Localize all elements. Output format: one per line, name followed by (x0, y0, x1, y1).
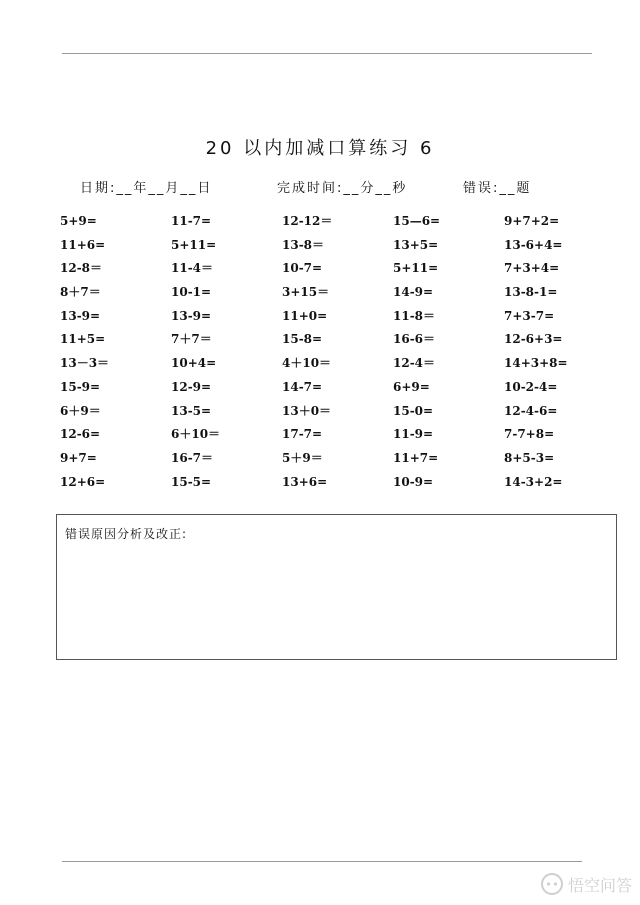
problem-cell: 15-5= (171, 474, 212, 489)
problem-cell: 12-8＝ (60, 261, 103, 276)
problem-cell: 13-8＝ (282, 237, 325, 252)
bottom-rule (62, 861, 582, 862)
problem-cell: 11+5= (60, 332, 106, 347)
problem-cell: 12-6+3= (504, 332, 563, 347)
problem-grid (60, 212, 620, 496)
problem-cell: 7+3+4= (504, 261, 560, 276)
problem-cell: 3+15＝ (282, 285, 330, 300)
problem-cell: 13-6+4= (504, 237, 563, 252)
problem-cell: 16-6＝ (393, 332, 436, 347)
page-title: 20 以内加减口算练习 6 (205, 138, 435, 159)
problem-cell: 11+0= (282, 308, 328, 323)
problem-cell: 6+9= (393, 379, 430, 394)
error-analysis-label: 错误原因分析及改正: (65, 527, 188, 541)
problem-cell: 13+6= (282, 474, 328, 489)
problem-cell: 9+7= (60, 450, 97, 465)
completion-time-field: 完成时间:__分__秒 (277, 181, 408, 196)
problem-cell: 15-9= (60, 379, 101, 394)
problem-cell: 11-4＝ (171, 261, 214, 276)
problem-cell: 10-1= (171, 285, 212, 300)
problem-cell: 12-9= (171, 379, 212, 394)
problem-cell: 15-8= (282, 332, 323, 347)
problem-cell: 15—6= (393, 214, 441, 228)
problem-cell: 11-8＝ (393, 308, 436, 323)
problem-cell: 12-12＝ (282, 214, 333, 228)
problem-cell: 10-2-4= (504, 379, 558, 394)
error-analysis-box (56, 514, 617, 660)
problem-cell: 12+6= (60, 474, 106, 489)
problem-cell: 6＋10＝ (171, 427, 221, 442)
problem-cell: 4＋10＝ (282, 356, 332, 371)
top-rule (62, 53, 592, 54)
problem-cell: 7＋7＝ (171, 332, 212, 347)
problem-cell: 12-6= (60, 427, 101, 442)
problem-cell: 13－3＝ (60, 356, 110, 371)
date-field: 日期:__年__月__日 (80, 181, 213, 196)
problem-cell: 10-7= (282, 261, 323, 276)
problem-cell: 13-9= (171, 308, 212, 323)
problem-cell: 5+9= (60, 214, 97, 228)
problem-cell: 12-4-6= (504, 403, 558, 418)
wukong-logo-icon (540, 872, 564, 896)
problem-cell: 14-7= (282, 379, 323, 394)
problem-cell: 10+4= (171, 356, 217, 371)
problem-cell: 11-7= (171, 214, 212, 228)
problem-cell: 13-9= (60, 308, 101, 323)
problem-cell: 13-5= (171, 403, 212, 418)
problem-cell: 16-7＝ (171, 450, 214, 465)
problem-cell: 5+11= (171, 237, 217, 252)
watermark-text: 悟空问答 (567, 875, 632, 895)
problem-cell: 7+3-7= (504, 308, 555, 323)
problem-cell: 15-0= (393, 403, 434, 418)
problem-cell: 12-4＝ (393, 356, 436, 371)
problem-cell: 14-9= (393, 285, 434, 300)
problem-cell: 11-9= (393, 427, 434, 442)
problem-cell: 6＋9＝ (60, 403, 101, 418)
problem-cell: 10-9= (393, 474, 434, 489)
error-count-field: 错误:__题 (463, 181, 532, 196)
problem-cell: 11+7= (393, 450, 439, 465)
problem-cell: 14+3+8= (504, 356, 568, 371)
problem-cell: 13-8-1= (504, 285, 558, 300)
problem-cell: 9+7+2= (504, 214, 560, 228)
problem-cell: 5+11= (393, 261, 439, 276)
problem-cell: 13＋0＝ (282, 403, 332, 418)
problem-cell: 7-7+8= (504, 427, 555, 442)
problem-cell: 17-7= (282, 427, 323, 442)
problem-cell: 14-3+2= (504, 474, 563, 489)
problem-cell: 8＋7＝ (60, 285, 101, 300)
problem-cell: 11+6= (60, 237, 106, 252)
problem-cell: 8+5-3= (504, 450, 555, 465)
watermark (540, 872, 632, 896)
problem-cell: 5＋9＝ (282, 450, 323, 465)
problem-cell: 13+5= (393, 237, 439, 252)
